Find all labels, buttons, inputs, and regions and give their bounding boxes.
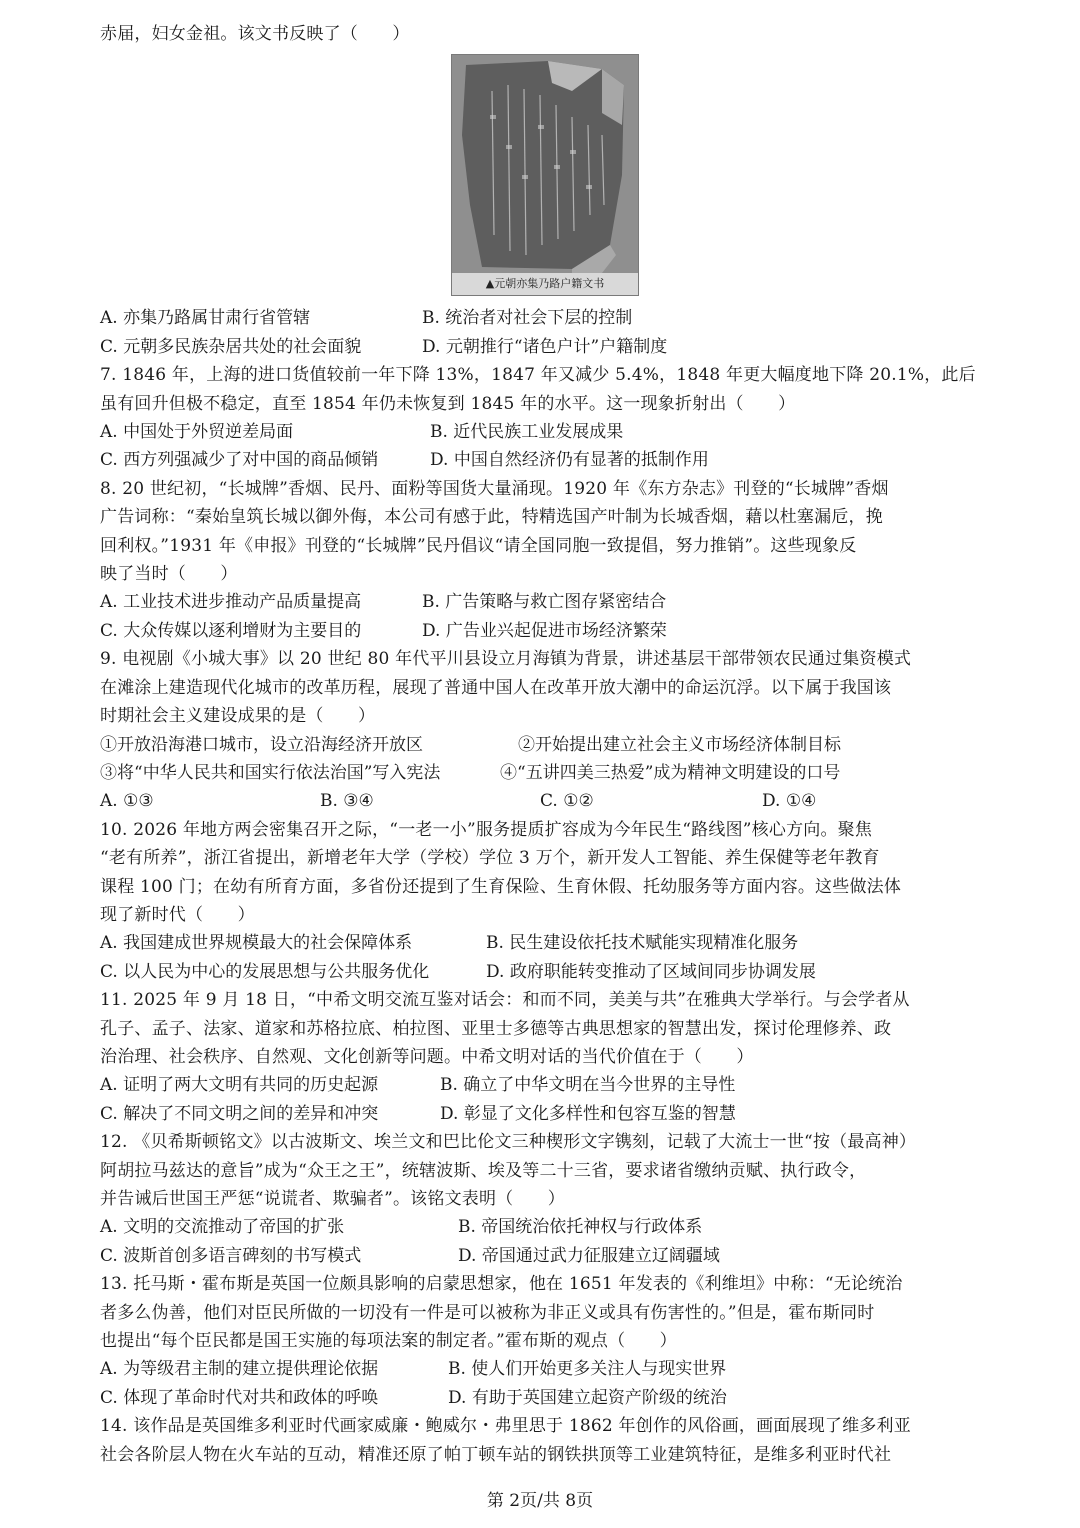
question-6-stem-end: 赤届，妇女金祖。该文书反映了（ ） (100, 24, 410, 44)
question-7-options-row-1 (100, 418, 990, 446)
statement-3: ③将“中华人民共和国实行依法治国”写入宪法 (100, 762, 441, 783)
option-d: D. 政府职能转变推动了区域间同步协调发展 (486, 961, 816, 982)
statement-1: ①开放沿海港口城市，设立沿海经济开放区 (100, 734, 423, 755)
option-d: D. 彰显了文化多样性和包容互鉴的智慧 (440, 1103, 736, 1124)
question-7-stem-line: 虽有回升但极不稳定，直至 1854 年仍未恢复到 1845 年的水平。这一现象折射出（ ） (100, 393, 796, 414)
question-10-options-row-2 (100, 958, 990, 986)
option-b: B. 帝国统治依托神权与行政体系 (458, 1217, 703, 1238)
question-14-stem-line: 14. 该作品是英国维多利亚时代画家威廉・鲍威尔・弗里思于 1862 年创作的风俗画，画面展现了维多利亚 (100, 1416, 911, 1437)
question-9-options-row (100, 787, 990, 815)
question-8-stem-line: 广告词称：“秦始皇筑长城以御外侮，本公司有感于此，特精选国产叶制为长城香烟，藉以杜塞漏卮，挽 (100, 507, 883, 528)
question-8-options-row-1 (100, 588, 990, 616)
option-a: A. 中国处于外贸逆差局面 (100, 422, 294, 443)
option-b: B. 民生建设依托技术赋能实现精准化服务 (486, 933, 799, 954)
question-8-stem-line: 回利权。”1931 年《申报》刊登的“长城牌”民丹倡议“请全国同胞一致提倡，努力推销”。这些现象反 (100, 535, 857, 556)
question-8-stem-line: 8. 20 世纪初，“长城牌”香烟、民丹、面粉等国货大量涌现。1920 年《东方杂志》刊登的“长城牌”香烟 (100, 478, 889, 499)
option-d: D. 元朝推行“诸色户计”户籍制度 (422, 336, 668, 357)
question-10-stem-line: 课程 100 门；在幼有所育方面，多省份还提到了生育保险、生育休假、托幼服务等方面内容。这些做法体 (100, 876, 902, 897)
option-c: C. 西方列强减少了对中国的商品倾销 (100, 450, 379, 471)
question-8-options-row-2 (100, 617, 990, 645)
question-13-options-row-1 (100, 1355, 990, 1383)
question-14-stem-line: 社会各阶层人物在火车站的互动，精准还原了帕丁顿车站的钢铁拱顶等工业建筑特征，是维多利亚时代社 (100, 1444, 892, 1465)
question-9-stem-line: 时期社会主义建设成果的是（ ） (100, 706, 376, 727)
question-10-stem-line: 10. 2026 年地方两会密集召开之际，“一老一小”服务提质扩容成为今年民生“路线图”核心方向。聚焦 (100, 819, 873, 840)
option-d: D. ①④ (762, 791, 817, 812)
page-number-footer: 第 2页/共 8页 (486, 1491, 594, 1511)
question-11-stem-line: 治治理、社会秩序、自然观、文化创新等问题。中希文明对话的当代价值在于（ ） (100, 1046, 754, 1067)
figure-caption: ▲元朝亦集乃路户籍文书 (452, 273, 638, 295)
option-b: B. ③④ (320, 791, 374, 812)
option-c: C. ①② (540, 791, 594, 812)
question-12-stem-line: 并告诫后世国王严惩“说谎者、欺骗者”。该铭文表明（ ） (100, 1189, 565, 1209)
question-7-options-row-2 (100, 446, 990, 474)
question-11-options-row-2 (100, 1100, 990, 1128)
option-c: C. 波斯首创多语言碑刻的书写模式 (100, 1245, 362, 1266)
option-b: B. 近代民族工业发展成果 (430, 422, 624, 443)
question-9-statements-row-1 (100, 731, 990, 759)
question-7-stem-line: 7. 1846 年，上海的进口货值较前一年下降 13%，1847 年又减少 5.4%，1848 年更大幅度地下降 20.1%，此后 (100, 365, 976, 386)
option-d: D. 帝国通过武力征服建立辽阔疆域 (458, 1245, 720, 1266)
question-11-stem-line: 孔子、孟子、法家、道家和苏格拉底、柏拉图、亚里士多德等古典思想家的智慧出发，探讨伦理修养、政 (100, 1018, 892, 1039)
page-content (100, 20, 990, 1469)
question-6-options-row-2 (100, 333, 990, 361)
question-12-options-row-1 (100, 1213, 990, 1241)
statement-4: ④“五讲四美三热爱”成为精神文明建设的口号 (500, 762, 841, 783)
option-d: D. 有助于英国建立起资产阶级的统治 (448, 1387, 727, 1408)
option-c: C. 体现了革命时代对共和政体的呼唤 (100, 1387, 379, 1408)
option-c: C. 大众传媒以逐利增财为主要目的 (100, 620, 362, 641)
option-a: A. ①③ (100, 791, 154, 812)
question-11-stem-line: 11. 2025 年 9 月 18 日，“中希文明交流互鉴对话会：和而不同，美美与共”在雅典大学举行。与会学者从 (100, 990, 910, 1011)
option-b: B. 广告策略与救亡图存紧密结合 (422, 592, 667, 613)
figure-container (100, 54, 990, 296)
option-a: A. 文明的交流推动了帝国的扩张 (100, 1217, 345, 1238)
option-a: A. 我国建成世界规模最大的社会保障体系 (100, 933, 413, 954)
option-c: C. 元朝多民族杂居共处的社会面貌 (100, 336, 362, 357)
option-b: B. 统治者对社会下层的控制 (422, 308, 633, 329)
question-12-stem-line: 阿胡拉马兹达的意旨”成为“众王之王”，统辖波斯、埃及等二十三省，要求诸省缴纳贡赋、执行政令， (100, 1160, 867, 1181)
question-13-stem-line: 也提出“每个臣民都是国王实施的每项法案的制定者。”霍布斯的观点（ ） (100, 1331, 677, 1352)
option-a: A. 亦集乃路属甘肃行省管辖 (100, 308, 311, 329)
document-fragment-illustration (452, 55, 638, 273)
option-a: A. 为等级君主制的建立提供理论依据 (100, 1359, 379, 1380)
option-d: D. 中国自然经济仍有显著的抵制作用 (430, 450, 709, 471)
option-c: C. 以人民为中心的发展思想与公共服务优化 (100, 961, 430, 982)
question-10-options-row-1 (100, 929, 990, 957)
question-11-options-row-1 (100, 1071, 990, 1099)
question-8-stem-line: 映了当时（ ） (100, 564, 238, 585)
question-13-stem-line: 13. 托马斯・霍布斯是英国一位颇具影响的启蒙思想家，他在 1651 年发表的《利维坦》中称：“无论统治 (100, 1274, 903, 1295)
question-10-stem-line: 现了新时代（ ） (100, 904, 255, 925)
option-b: B. 使人们开始更多关注人与现实世界 (448, 1359, 727, 1380)
question-10-stem-line: “老有所养”，浙江省提出，新增老年大学（学校）学位 3 万个，新开发人工智能、养生保健等老年教育 (100, 848, 880, 869)
option-b: B. 确立了中华文明在当今世界的主导性 (440, 1075, 736, 1096)
statement-2: ②开始提出建立社会主义市场经济体制目标 (518, 734, 841, 755)
question-6-options-row-1 (100, 304, 990, 332)
option-c: C. 解决了不同文明之间的差异和冲突 (100, 1103, 379, 1124)
question-12-options-row-2 (100, 1242, 990, 1270)
question-9-statements-row-2 (100, 759, 990, 787)
question-13-options-row-2 (100, 1384, 990, 1412)
question-9-stem-line: 在滩涂上建造现代化城市的改革历程，展现了普通中国人在改革开放大潮中的命运沉浮。以下属于我国该 (100, 677, 892, 698)
question-12-stem-line: 12. 《贝希斯顿铭文》以古波斯文、埃兰文和巴比伦文三种楔形文字镌刻，记载了大流士一世“按（最高神） (100, 1132, 917, 1153)
option-a: A. 工业技术进步推动产品质量提高 (100, 592, 362, 613)
question-9-stem-line: 9. 电视剧《小城大事》以 20 世纪 80 年代平川县设立月海镇为背景，讲述基层干部带领农民通过集资模式 (100, 649, 912, 670)
option-d: D. 广告业兴起促进市场经济繁荣 (422, 620, 667, 641)
option-a: A. 证明了两大文明有共同的历史起源 (100, 1075, 379, 1096)
household-registry-document-image (451, 54, 639, 296)
question-13-stem-line: 者多么伪善，他们对臣民所做的一切没有一件是可以被称为非正义或具有伤害性的。”但是，霍布斯同时 (100, 1302, 875, 1323)
